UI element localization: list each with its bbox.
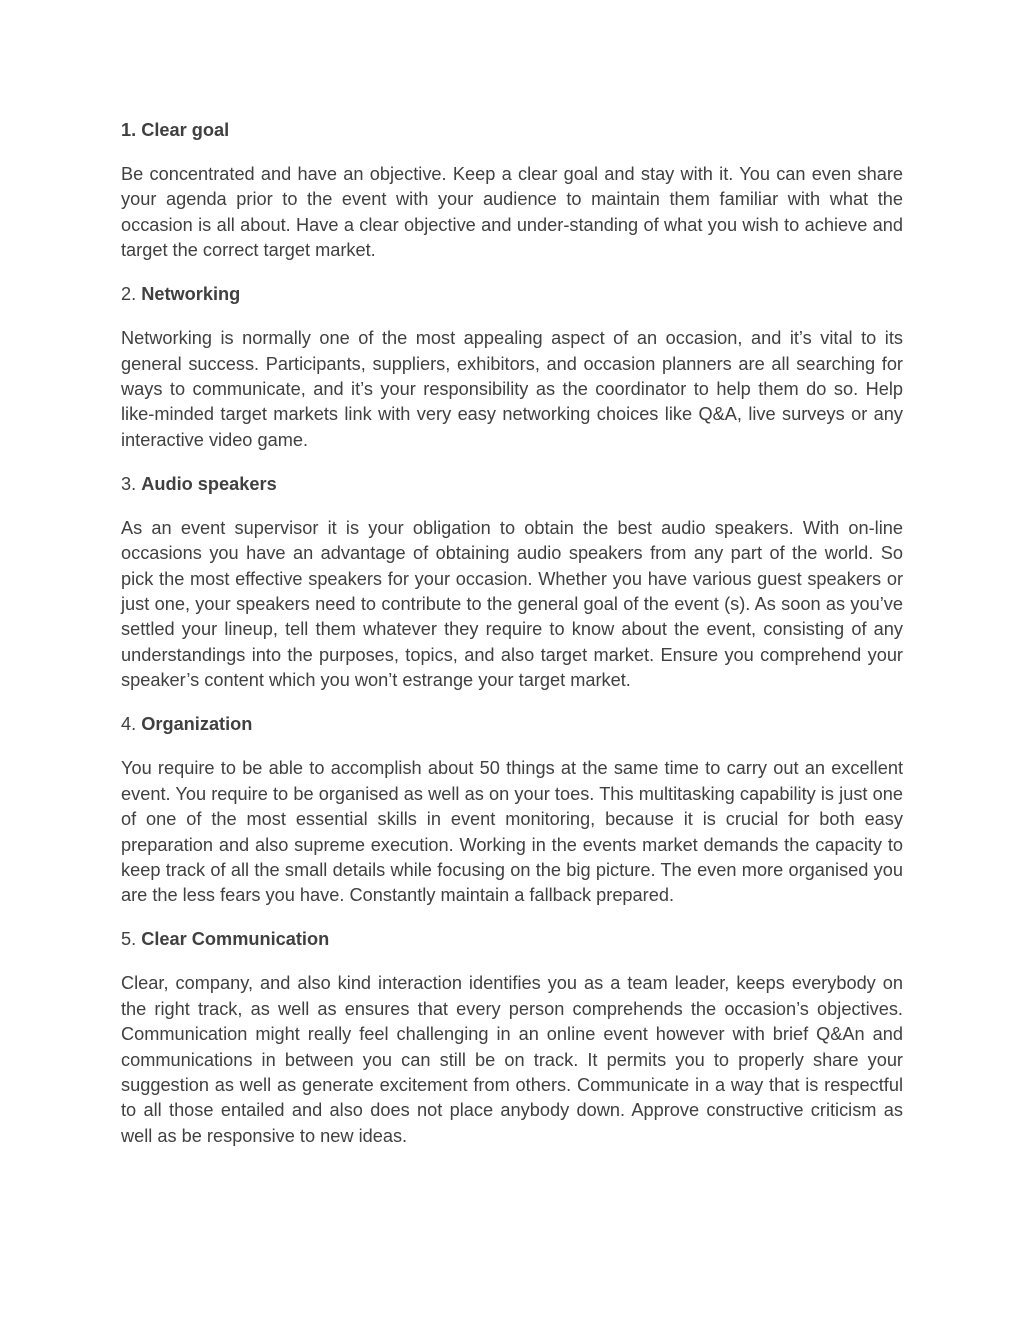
section-body-clear-goal: Be concentrated and have an objective. Keep a clear goal and stay with it. You can even share your agenda prior to the event with your audience to maintain them familiar with what the occasion is all about. Have a clear objective and under-standing of what you wish to achieve and target the correct target market. bbox=[121, 164, 903, 261]
section-number: 1. bbox=[121, 120, 137, 140]
section-body-audio-speakers: As an event supervisor it is your obligation to obtain the best audio speakers. With on-line occasions you have an advantage of obtaining audio speakers from any part of the world. So pick the most effective speakers for your occasion. Whether you have various guest speakers or just one, your speakers need to contribute to the general goal of the event (s). As soon as you’ve settled your lineup, tell them whatever they require to know about the event, consisting of any understandings into the purposes, topics, and also target market. Ensure you comprehend your speaker’s content which you won’t estrange your target market. bbox=[121, 517, 903, 691]
section-number: 5. bbox=[121, 929, 137, 950]
section-heading-organization bbox=[121, 712, 903, 737]
section-number: 3. bbox=[121, 473, 137, 494]
section-title: Audio speakers bbox=[141, 473, 277, 494]
section-heading-audio-speakers bbox=[121, 472, 903, 497]
section-body-clear-communication: Clear, company, and also kind interaction identifies you as a team leader, keeps everybody on the right track, as well as ensures that every person comprehends the occasion’s objectives. Communication might really feel challenging in an online event however with brief Q&An and communications in between you can still be on track. It permits you to properly share your suggestion as well as generate excitement from others. Communicate in a way that is respectful to all those entailed and also does not place anybody down. Approve constructive criticism as well as be responsive to new ideas. bbox=[121, 973, 903, 1146]
section-body-organization: You require to be able to accomplish about 50 things at the same time to carry out an excellent event. You require to be organised as well as on your toes. This multitasking capability is just one of one of the most essential skills in event monitoring, because it is crucial for both easy preparation and also supreme execution. Working in the events market demands the capacity to keep track of all the small details while focusing on the big picture. The even more organised you are the less fears you have. Constantly maintain a fallback prepared. bbox=[121, 758, 903, 906]
section-number: 2. bbox=[121, 284, 137, 305]
section-number: 4. bbox=[121, 714, 137, 735]
section-heading-networking bbox=[121, 282, 903, 307]
document-page bbox=[121, 118, 903, 1168]
section-title: Clear Communication bbox=[141, 929, 330, 950]
section-heading-clear-goal bbox=[121, 118, 903, 143]
section-body-networking: Networking is normally one of the most appealing aspect of an occasion, and it’s vital to its general success. Participants, suppliers, exhibitors, and occasion planners are all searching for ways to communicate, and it’s your responsibility as the coordinator to help them do so. Help like-minded target markets link with very easy networking choices like Q&A, live surveys or any interactive video game. bbox=[121, 328, 903, 450]
section-title: Organization bbox=[141, 714, 253, 735]
section-title: Networking bbox=[141, 284, 241, 305]
section-heading-clear-communication bbox=[121, 927, 903, 952]
section-title: Clear goal bbox=[141, 120, 230, 140]
